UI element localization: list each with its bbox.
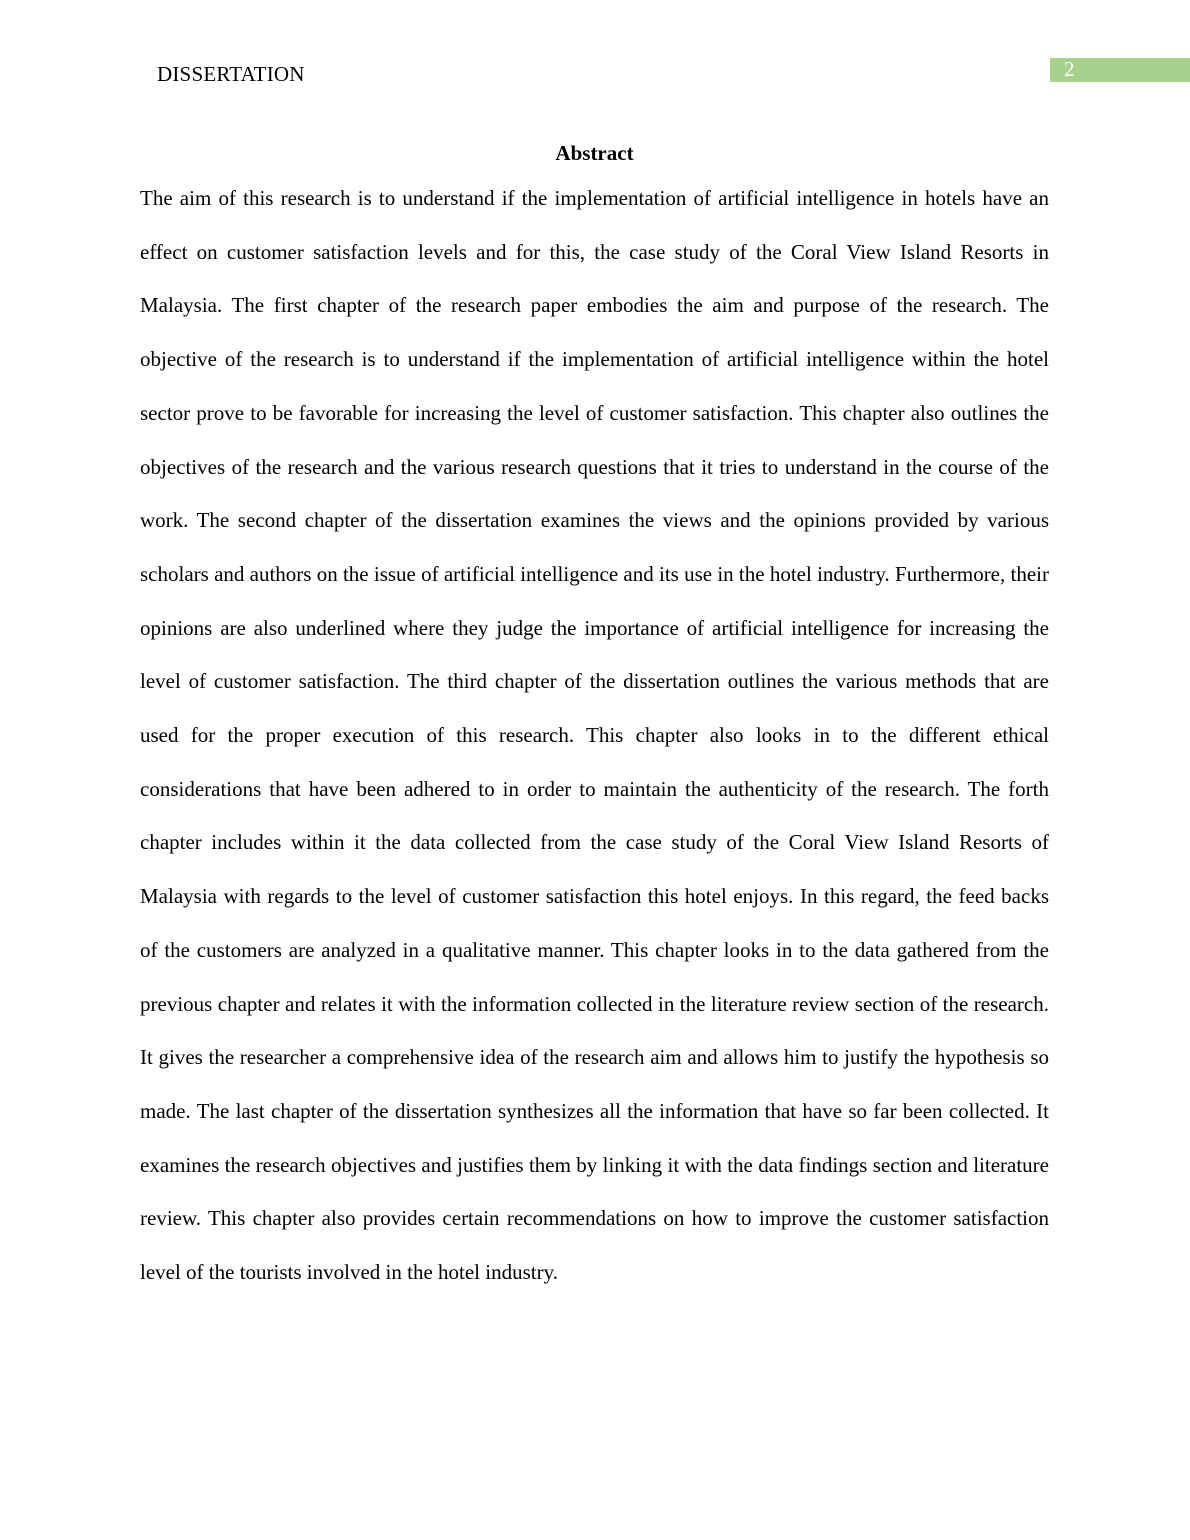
- page-number-bar: [1050, 58, 1190, 82]
- abstract-heading: Abstract: [555, 141, 634, 165]
- abstract-body: The aim of this research is to understand if the implementation of artificial intelligence in hotels have an effect on customer satisfaction levels and for this, the case study of the Coral View Island Resorts in Malaysia. The first chapter of the research paper embodies the aim and purpose of the research. The objective of the research is to understand if the implementation of artificial intelligence within the hotel sector prove to be favorable for increasing the level of customer satisfaction. This chapter also outlines the objectives of the research and the various research questions that it tries to understand in the course of the work. The second chapter of the dissertation examines the views and the opinions provided by various scholars and authors on the issue of artificial intelligence and its use in the hotel industry. Furthermore, their opinions are also underlined where they judge the importance of artificial intelligence for increasing the level of customer satisfaction. The third chapter of the dissertation outlines the various methods that are used for the proper execution of this research. This chapter also looks in to the different ethical considerations that have been adhered to in order to maintain the authenticity of the research. The forth chapter includes within it the data collected from the case study of the Coral View Island Resorts of Malaysia with regards to the level of customer satisfaction this hotel enjoys. In this regard, the feed backs of the customers are analyzed in a qualitative manner. This chapter looks in to the data gathered from the previous chapter and relates it with the information collected in the literature review section of the research. It gives the researcher a comprehensive idea of the research aim and allows him to justify the hypothesis so made. The last chapter of the dissertation synthesizes all the information that have so far been collected. It examines the research objectives and justifies them by linking it with the data findings section and literature review. This chapter also provides certain recommendations on how to improve the customer satisfaction level of the tourists involved in the hotel industry.: [140, 186, 1049, 1285]
- running-head: DISSERTATION: [157, 62, 305, 86]
- page-number: 2: [1064, 57, 1075, 81]
